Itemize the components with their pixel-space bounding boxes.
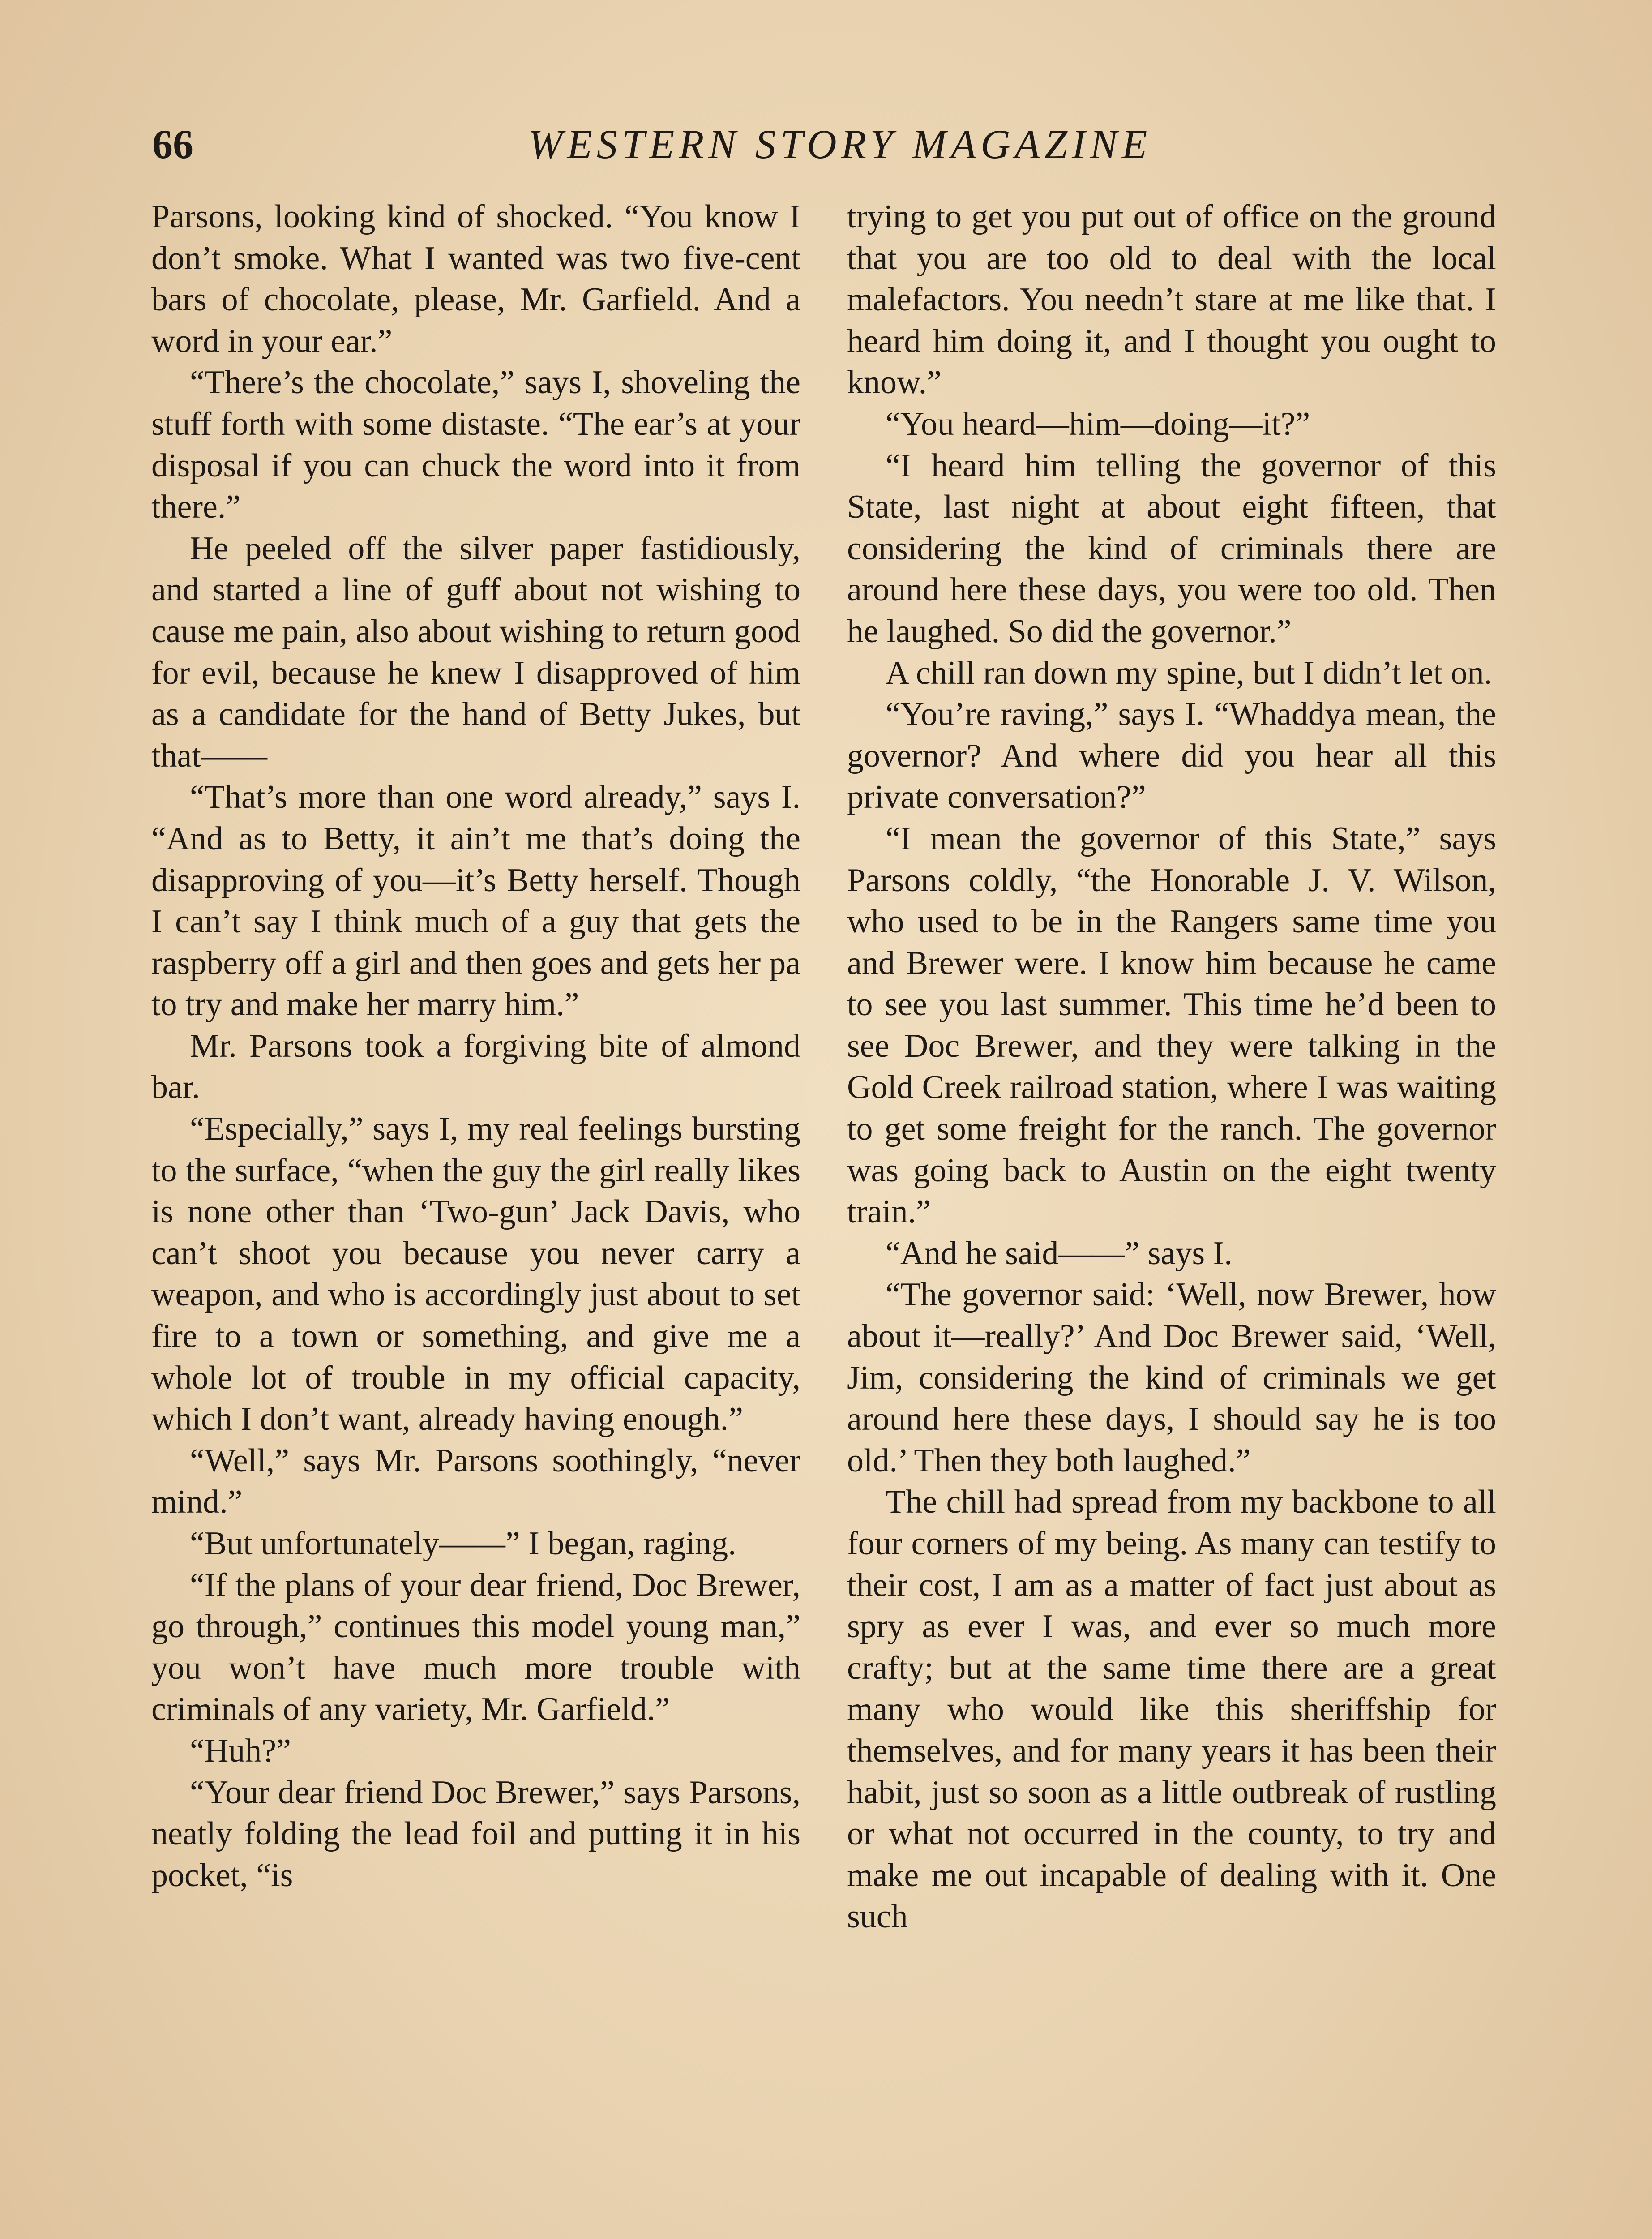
- paragraph: A chill ran down my spine, but I didn’t let on.: [886, 654, 1493, 691]
- right-column: [847, 196, 1496, 1938]
- paragraph: Mr. Parsons took a forgiving bite of almond bar.: [151, 1027, 800, 1106]
- paragraph: “And he said——” says I.: [886, 1235, 1233, 1272]
- paragraph: “I mean the governor of this State,” says Parsons coldly, “the Honorable J. V. Wilson, who used to be in the Rangers same time you and Brewer were. I know him because he came to see you last summer. This time he’d been to see Doc Brewer, and they were talking in the Gold Creek railroad station, where I was waiting to get some freight for the ranch. The governor was going back to Austin on the eight twenty train.”: [847, 820, 1496, 1231]
- left-column: [151, 196, 800, 1896]
- page-number: 66: [152, 121, 193, 167]
- paragraph: “You heard—him—doing—it?”: [886, 405, 1310, 442]
- paragraph: “If the plans of your dear friend, Doc Brewer, go through,” continues this model young man,” you won’t have much more trouble with criminals of any variety, Mr. Garfield.”: [151, 1566, 800, 1728]
- paragraph: Parsons, looking kind of shocked. “You know I don’t smoke. What I wanted was two five-cent bars of chocolate, please, Mr. Garfield. And a word in your ear.”: [151, 198, 800, 360]
- page-header: [152, 117, 1504, 176]
- paragraph: trying to get you put out of office on the ground that you are too old to deal with the local malefactors. You needn’t stare at me like that. I heard him doing it, and I thought you ought to know.”: [847, 198, 1496, 401]
- paragraph: “That’s more than one word already,” says I. “And as to Betty, it ain’t me that’s doing the disapproving of you—it’s Betty herself. Though I can’t say I think much of a guy that gets the raspberry off a girl and then goes and gets her pa to try and make her marry him.”: [151, 779, 800, 1023]
- paragraph: The chill had spread from my backbone to all four corners of my being. As many can testify to their cost, I am as a matter of fact just about as spry as ever I was, and ever so much more crafty; but at the same time there are a great many who would like this sheriffship for themselves, and for many years it has been their habit, just so soon as a little outbreak of rustling or what not occurred in the county, to try and make me out incapable of dealing with it. One such: [847, 1484, 1496, 1935]
- paragraph: He peeled off the silver paper fastidiously, and started a line of guff about not wishing to cause me pain, also about wishing to return good for evil, because he knew I disapproved of him as a candidate for the hand of Betty Jukes, but that——: [151, 530, 800, 774]
- paragraph: “Well,” says Mr. Parsons soothingly, “never mind.”: [151, 1442, 800, 1521]
- paragraph: “There’s the chocolate,” says I, shoveling the stuff forth with some distaste. “The ear’s at your disposal if you can chuck the word into it from there.”: [151, 364, 800, 526]
- paragraph: “I heard him telling the governor of this State, last night at about eight fifteen, that considering the kind of criminals there are around here these days, you were too old. Then he laughed. So did the governor.”: [847, 447, 1496, 650]
- paragraph: “You’re raving,” says I. “Whaddya mean, the governor? And where did you hear all this private conversation?”: [847, 696, 1496, 816]
- paragraph: “Especially,” says I, my real feelings bursting to the surface, “when the guy the girl really likes is none other than ‘Two-gun’ Jack Davis, who can’t shoot you because you never carry a weapon, and who is accordingly just about to set fire to a town or something, and give me a whole lot of trouble in my official capacity, which I don’t want, already having enough.”: [151, 1111, 800, 1438]
- paragraph: “Your dear friend Doc Brewer,” says Parsons, neatly folding the lead foil and putting it in his pocket, “is: [151, 1774, 800, 1894]
- paragraph: “The governor said: ‘Well, now Brewer, how about it—really?’ And Doc Brewer said, ‘Well, Jim, considering the kind of criminals we get around here these days, I should say he is too old.’ Then they both laughed.”: [847, 1276, 1496, 1479]
- paragraph: “But unfortunately——” I began, raging.: [190, 1525, 736, 1562]
- paragraph: “Huh?”: [190, 1732, 291, 1769]
- magazine-title: WESTERN STORY MAGAZINE: [528, 121, 1152, 167]
